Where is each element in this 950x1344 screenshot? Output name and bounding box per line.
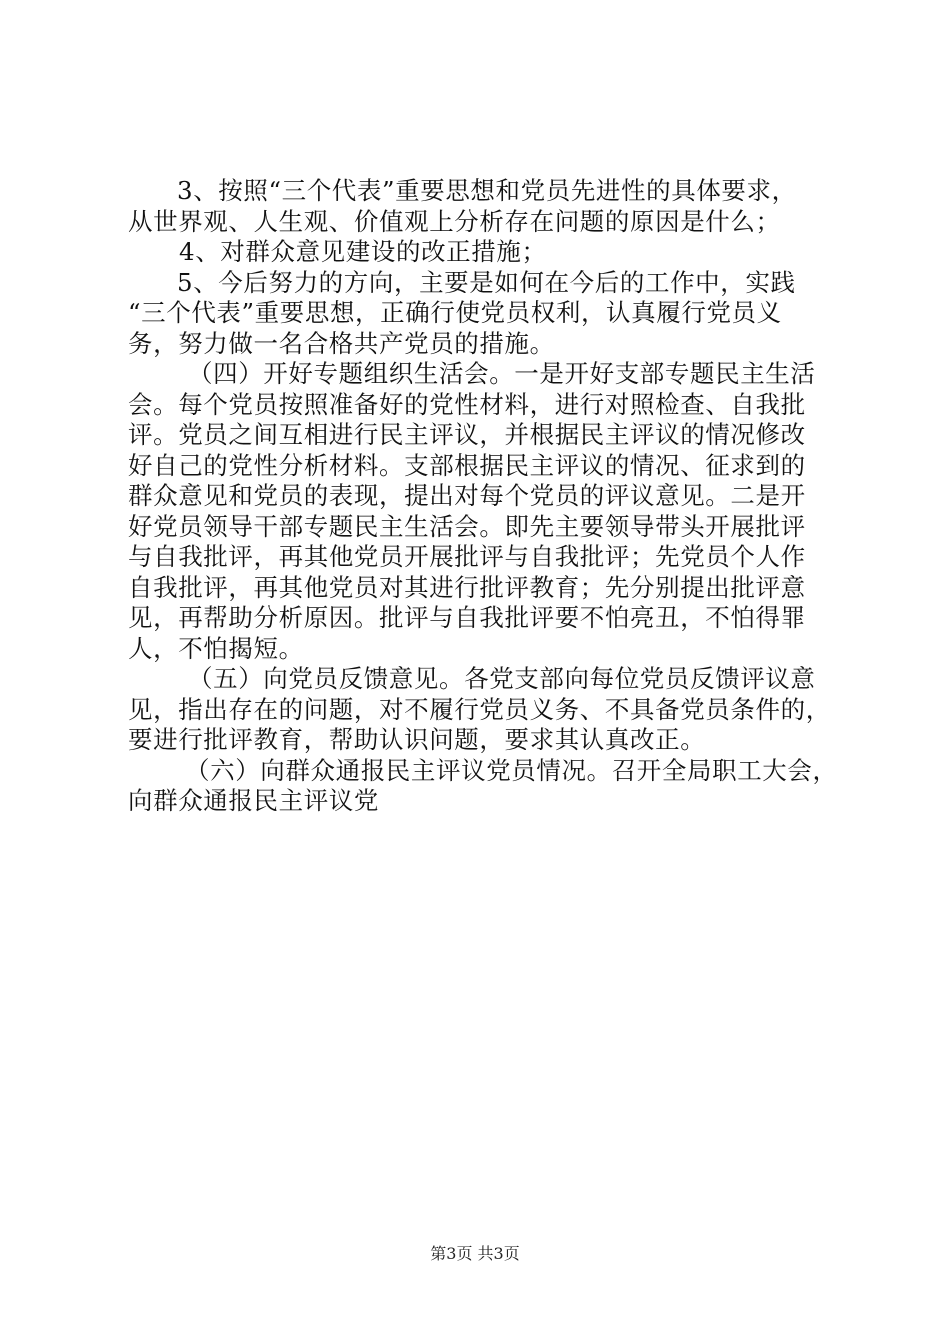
text-line: 从世界观、人生观、价值观上分析存在问题的原因是什么； [128,206,781,236]
text-line: 好党员领导干部专题民主生活会。即先主要领导带头开展批评 [128,511,806,541]
text-line: 5、今后努力的方向，主要是如何在今后的工作中，实践 [177,267,796,297]
text-line: （六）向群众通报民主评议党员情况。召开全局职工大会， [185,755,838,785]
text-line: 人，不怕揭短。 [128,633,304,663]
page-footer: 第3页 共3页 [430,1244,520,1263]
text-line: 要进行批评教育，帮助认识问题，要求其认真改正。 [128,725,706,754]
text-line: （五）向党员反馈意见。各党支部向每位党员反馈评议意 [188,664,816,693]
text-line: 好自己的党性分析材料。支部根据民主评议的情况、征求到的 [128,450,806,480]
text-line: （四）开好专题组织生活会。一是开好支部专题民主生活 [188,359,816,388]
document-body [128,176,838,817]
text-line: 向群众通报民主评议党 [128,786,379,815]
text-line: 评。党员之间互相进行民主评议，并根据民主评议的情况修改 [128,420,806,449]
text-line: 自我批评，再其他党员对其进行批评教育；先分别提出批评意 [128,572,806,602]
text-line: “三个代表”重要思想，正确行使党员权利，认真履行党员义 [128,298,782,327]
text-line: 群众意见和党员的表现，提出对每个党员的评议意见。二是开 [128,481,806,510]
text-line: 见，指出存在的问题，对不履行党员义务、不具备党员条件的， [128,694,831,724]
text-line: 4、对群众意见建设的改正措施； [179,237,547,266]
text-line: 3、按照“三个代表”重要思想和党员先进性的具体要求， [177,176,797,205]
text-line: 会。每个党员按照准备好的党性材料，进行对照检查、自我批 [128,389,806,419]
text-line: 与自我批评，再其他党员开展批评与自我批评；先党员个人作 [128,542,806,571]
text-line: 见，再帮助分析原因。批评与自我批评要不怕亮丑，不怕得罪 [128,603,806,632]
text-line: 务，努力做一名合格共产党员的措施。 [128,328,555,358]
